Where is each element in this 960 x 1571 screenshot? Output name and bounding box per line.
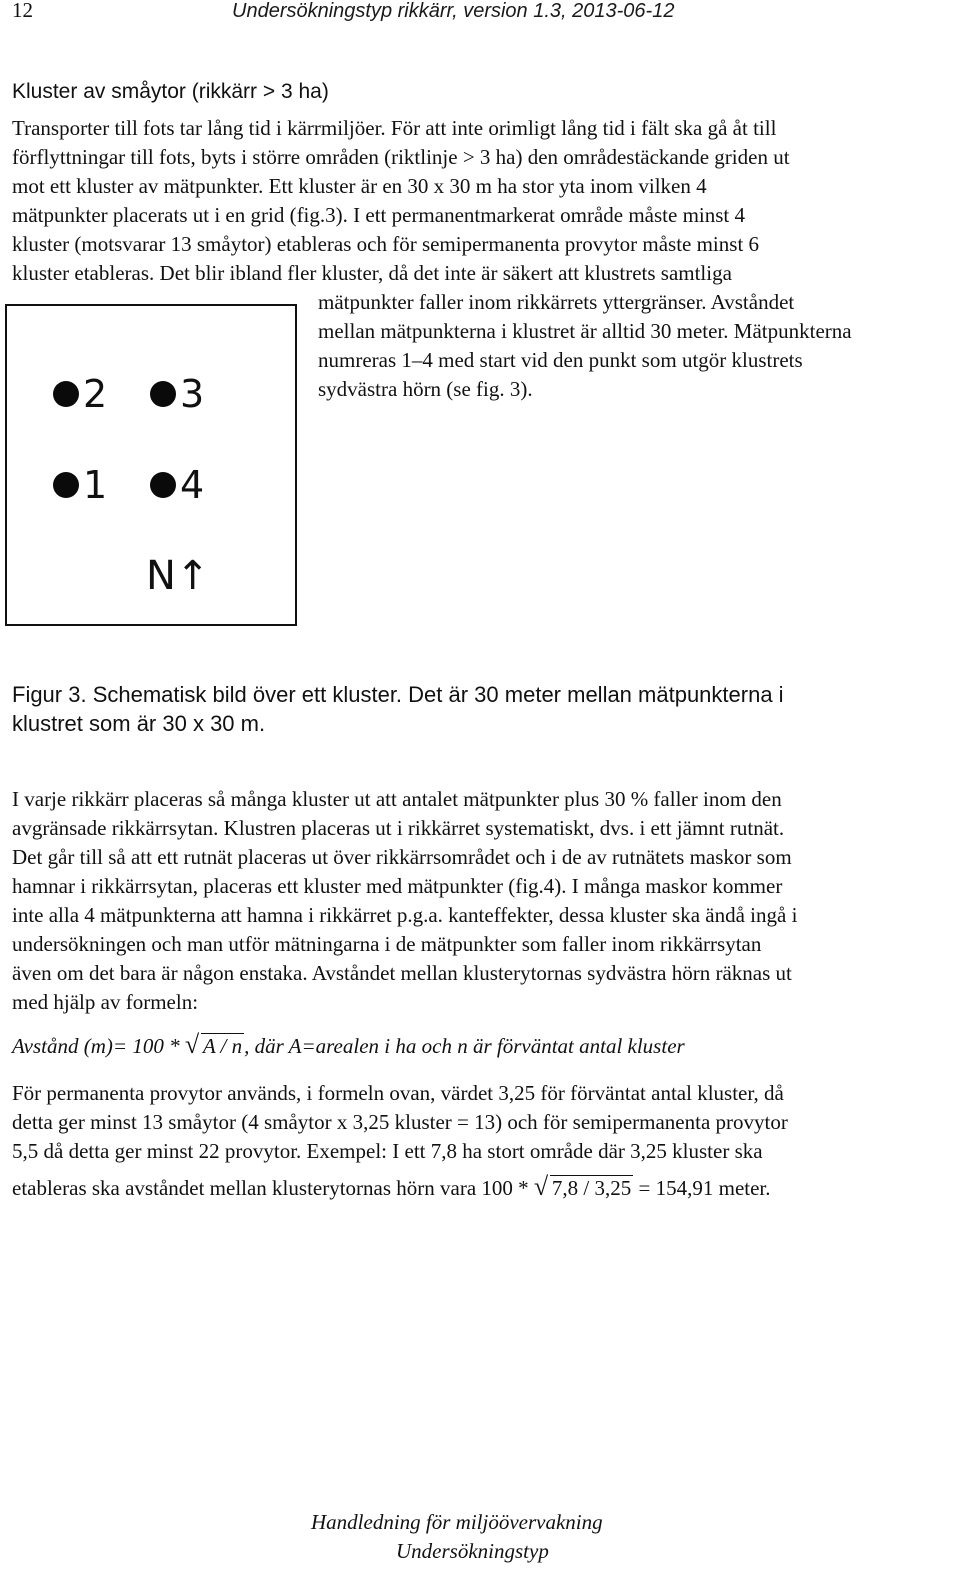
footer-line: Handledning för miljöövervakning [311,1510,603,1534]
figure-caption: klustret som är 30 x 30 m. [12,711,266,736]
page-number: 12 [12,0,33,22]
square-root [533,1172,633,1201]
distance-formula [12,1030,685,1059]
paragraph-line: förflyttningar till fots, byts i större områden (riktlinje > 3 ha) den områdestäckande griden ut [12,145,790,169]
measurement-point-3 [150,372,205,416]
paragraph-line: inte alla 4 mätpunkterna att hamna i rikkärret p.g.a. kanteffekter, dessa kluster ska ändå ingå i [12,903,798,927]
measurement-point-2 [53,372,108,416]
paragraph-line: mätpunkter faller inom rikkärrets yttergränser. Avståndet [318,290,795,314]
point-marker [150,381,176,407]
section-heading: Kluster av småytor (rikkärr > 3 ha) [12,80,329,103]
paragraph-line: Transporter till fots tar lång tid i kärrmiljöer. För att inte orimligt lång tid i fält ska gå åt till [12,116,777,140]
example-radicand: 7,8 / 3,25 [551,1176,632,1200]
radical-sign-icon: √ [184,1030,200,1059]
radical-sign-icon: √ [533,1172,549,1201]
paragraph-line: I varje rikkärr placeras så många kluster ut att antalet mätpunkter plus 30 % faller inom den [12,787,782,811]
point-marker [53,381,79,407]
paragraph-line: detta ger minst 13 småytor (4 småytor x 3,25 kluster = 13) och för semipermanenta provytor [12,1110,788,1134]
formula-prefix: Avstånd (m)= 100 * [12,1034,180,1058]
paragraph-line-with-formula [12,1172,771,1201]
paragraph-line: För permanenta provytor används, i formeln ovan, värdet 3,25 för förväntat antal kluster, då [12,1081,784,1105]
paragraph-line: avgränsade rikkärrsytan. Klustren placeras ut i rikkärret systematiskt, dvs. i ett jämnt rutnät. [12,816,785,840]
point-label: 4 [180,463,205,507]
paragraph-line: med hjälp av formeln: [12,990,199,1014]
paragraph-line: 5,5 då detta ger minst 22 provytor. Exempel: I ett 7,8 ha stort område där 3,25 kluster ska [12,1139,763,1163]
paragraph-line: även om det bara är någon enstaka. Avståndet mellan klusterytornas sydvästra hörn räknas ut [12,961,792,985]
north-arrow-label: N↑ [146,553,210,599]
paragraph-line: Det går till så att ett rutnät placeras ut över rikkärrsområdet och i de av rutnätets maskor som [12,845,792,869]
formula-suffix: , där A=arealen i ha och n är förväntat antal kluster [244,1034,685,1058]
paragraph-line: hamnar i rikkärrsytan, placeras ett kluster med mätpunkter (fig.4). I många maskor kommer [12,874,783,898]
paragraph-line: undersökningen och man utför mätningarna i de mätpunkter som faller inom rikkärrsytan [12,932,762,956]
footer-line: Undersökningstyp [396,1539,549,1563]
paragraph-line: kluster (motsvarar 13 småytor) etableras och för semipermanenta provytor måste minst 6 [12,232,760,256]
point-label: 2 [83,372,108,416]
running-header: Undersökningstyp rikkärr, version 1.3, 2013-06-12 [232,0,675,22]
square-root [184,1030,244,1059]
paragraph-line: kluster etableras. Det blir ibland fler kluster, då det inte är säkert att klustrets samtliga [12,261,732,285]
measurement-point-1 [53,463,108,507]
cluster-figure [5,304,297,626]
figure-caption: Figur 3. Schematisk bild över ett kluster. Det är 30 meter mellan mätpunkterna i [12,682,784,707]
paragraph-line: mellan mätpunkterna i klustret är alltid 30 meter. Mätpunkterna [318,319,852,343]
formula-radicand: A / n [202,1034,243,1058]
example-prefix: etableras ska avståndet mellan klusterytornas hörn vara 100 * [12,1176,529,1200]
paragraph-line: numreras 1–4 med start vid den punkt som utgör klustrets [318,348,803,372]
point-marker [53,472,79,498]
measurement-point-4 [150,463,205,507]
point-label: 3 [180,372,205,416]
paragraph-line: sydvästra hörn (se fig. 3). [318,377,533,401]
point-label: 1 [83,463,108,507]
point-marker [150,472,176,498]
paragraph-line: mätpunkter placerats ut i en grid (fig.3). I ett permanentmarkerat område måste minst 4 [12,203,745,227]
paragraph-line: mot ett kluster av mätpunkter. Ett kluster är en 30 x 30 m ha stor yta inom vilken 4 [12,174,707,198]
example-result: = 154,91 meter. [638,1176,771,1200]
